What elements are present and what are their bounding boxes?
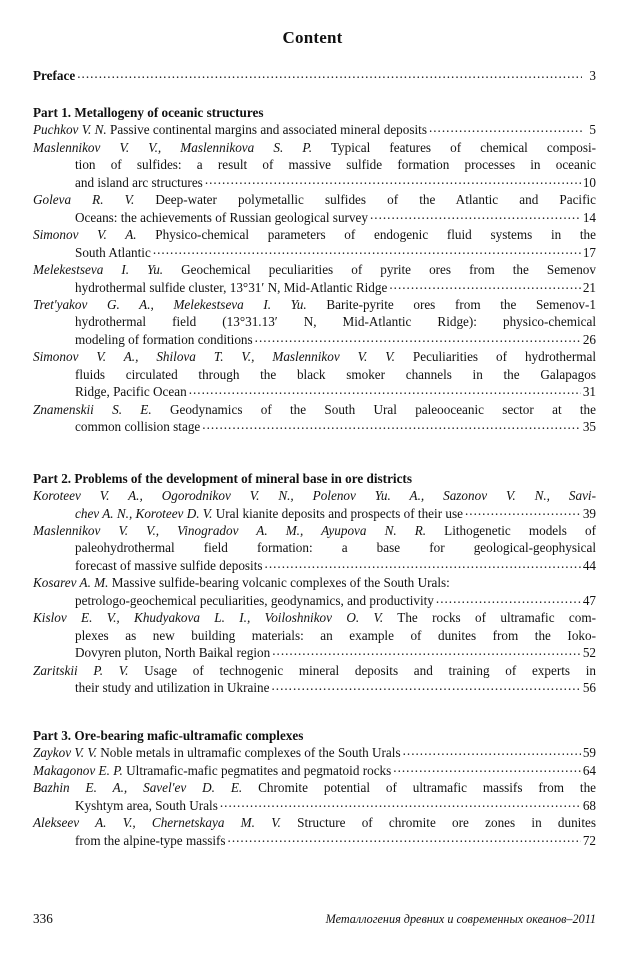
toc-entry[interactable] xyxy=(33,662,596,697)
toc-entry[interactable] xyxy=(33,348,596,400)
page-footer xyxy=(33,911,596,927)
entry-title-line: Kyshtym area, South Urals xyxy=(75,797,218,813)
entry-title-line: Ridge, Pacific Ocean xyxy=(75,384,187,400)
entry-title: Ural kianite deposits and prospects of their use xyxy=(215,505,463,521)
dot-leader xyxy=(370,208,581,221)
entry-authors: Goleva R. V. xyxy=(33,192,135,207)
toc-entry[interactable] xyxy=(33,226,596,261)
entry-title: Geochemical peculiarities of pyrite ores from the Semenov xyxy=(181,262,596,277)
entry-title: Structure of chromite ore zones in dunites xyxy=(297,815,596,831)
part-1 xyxy=(33,104,596,436)
entry-authors-cont: chev A. N., Koroteev D. V. xyxy=(75,505,213,521)
toc-entry[interactable] xyxy=(33,779,596,814)
page-number: 68 xyxy=(582,797,596,813)
dot-leader xyxy=(436,592,581,605)
dot-leader xyxy=(389,278,580,291)
entry-authors: Simonov V. A., Shilova T. V., Maslennikov V. V. xyxy=(33,349,395,365)
dot-leader xyxy=(255,331,581,344)
footer-page-number: 336 xyxy=(33,911,53,926)
entry-title: Barite-pyrite ores from the Semenov-1 xyxy=(326,297,597,312)
toc-entry-preface[interactable] xyxy=(33,67,596,84)
dot-leader xyxy=(202,418,581,431)
entry-authors: Zaritskii P. V. xyxy=(33,662,129,678)
entry-authors: Simonov V. A. xyxy=(33,227,137,242)
dot-leader xyxy=(153,243,581,256)
entry-authors: Bazhin E. A., Savel'ev D. E. xyxy=(33,780,243,796)
entry-title-line: common collision stage xyxy=(75,419,201,435)
entry-authors: Tret'yakov G. A., Melekestseva I. Yu. xyxy=(33,297,307,312)
entry-authors: Koroteev V. A., Ogorodnikov V. N., Polenov Yu. A., Sazonov V. N., Savi- xyxy=(33,488,596,503)
toc-entry[interactable] xyxy=(33,121,596,139)
toc-entry[interactable] xyxy=(33,762,596,780)
toc-entry[interactable] xyxy=(33,139,596,191)
page-number: 47 xyxy=(582,593,596,608)
page-number: 44 xyxy=(582,558,596,573)
entry-authors: Makagonov E. P. xyxy=(33,762,123,778)
dot-leader xyxy=(220,797,581,810)
entry-title-line: fluids circulated through the black smoker channels in the Galapagos xyxy=(75,366,596,382)
toc-entry[interactable] xyxy=(33,522,596,574)
part-title: Part 1. Metallogeny of oceanic structures xyxy=(33,105,264,120)
page-number: 52 xyxy=(582,645,596,661)
entry-title: Noble metals in ultramafic complexes of the South Urals xyxy=(100,745,401,761)
entry-title-line: hydrothermal sulfide cluster, 13°31′ N, Mid-Atlantic Ridge xyxy=(75,279,388,295)
entry-title-line: and island arc structures xyxy=(75,174,203,190)
entry-title-line: petrologo-geochemical peculiarities, geodynamics, and productivity xyxy=(75,593,434,608)
dot-leader xyxy=(429,121,582,134)
page-number: 5 xyxy=(589,122,596,138)
entry-title: Peculiarities of hydrothermal xyxy=(412,349,596,365)
page-number: 35 xyxy=(582,419,596,435)
toc-entry[interactable] xyxy=(33,487,596,522)
part-3 xyxy=(33,727,596,849)
dot-leader xyxy=(265,557,581,570)
dot-leader xyxy=(393,762,581,775)
part-title: Part 3. Ore-bearing mafic-ultramafic complexes xyxy=(33,728,304,743)
page-number: 10 xyxy=(582,174,596,190)
toc-entry[interactable] xyxy=(33,814,596,849)
entry-title: Ultramafic-mafic pegmatites and pegmatoid rocks xyxy=(126,762,392,778)
entry-title-line: hydrothermal field (13°31.13′ N, Mid-Atlantic Ridge): physico-chemical xyxy=(75,314,596,330)
page-number: 59 xyxy=(582,745,596,761)
dot-leader xyxy=(272,644,581,657)
page-number: 31 xyxy=(582,384,596,400)
page-number: 21 xyxy=(582,279,596,295)
entry-title-line: tion of sulfides: a result of massive sulfide formation processes in oceanic xyxy=(75,157,596,172)
page-number: 3 xyxy=(589,68,596,84)
toc-entry[interactable] xyxy=(33,401,596,436)
dot-leader xyxy=(465,504,581,517)
entry-authors: Zaykov V. V. xyxy=(33,745,97,761)
entry-title-line: from the alpine-type massifs xyxy=(75,832,226,848)
entry-title-line: their study and utilization in Ukraine xyxy=(75,680,270,696)
entry-authors: Znamenskii S. E. xyxy=(33,401,152,417)
entry-authors: Alekseev A. V., Chernetskaya M. V. xyxy=(33,815,281,831)
page-number: 39 xyxy=(582,505,596,521)
entry-authors: Maslennikov V. V., Vinogradov A. M., Ayupova N. R. xyxy=(33,523,427,538)
page-number: 26 xyxy=(582,332,596,347)
entry-title: Usage of technogenic mineral deposits and training of experts in xyxy=(144,662,596,678)
page-number: 14 xyxy=(582,209,596,225)
dot-leader xyxy=(228,832,581,845)
toc-entry[interactable] xyxy=(33,191,596,226)
page-number: 72 xyxy=(582,832,596,848)
page-number: 17 xyxy=(582,244,596,260)
entry-title: Typical features of chemical composi- xyxy=(330,139,597,155)
entry-authors: Puchkov V. N. xyxy=(33,122,107,138)
entry-title-line: Oceans: the achievements of Russian geological survey xyxy=(75,209,368,225)
dot-leader xyxy=(403,744,581,757)
part-2 xyxy=(33,470,596,697)
entry-title: Massive sulfide-bearing volcanic complexes of the South Urals: xyxy=(111,575,450,591)
dot-leader xyxy=(189,383,581,396)
entry-title: Deep-water polymetallic sulfides of the Atlantic and Pacific xyxy=(155,192,597,207)
toc-entry[interactable] xyxy=(33,609,596,661)
entry-authors: Kosarev A. M. xyxy=(33,575,109,591)
toc-entry[interactable] xyxy=(33,296,596,348)
entry-title-line: paleohydrothermal field formation: a base for geological-geophysical xyxy=(75,540,596,556)
toc-entry[interactable] xyxy=(33,574,596,609)
entry-title: Chromite potential of ultramafic massifs from the xyxy=(258,780,597,796)
page-number: 56 xyxy=(582,680,596,696)
entry-title: Passive continental margins and associated mineral deposits xyxy=(110,122,427,138)
entry-title: Geodynamics of the South Ural paleooceanic sector at the xyxy=(169,401,597,417)
dot-leader xyxy=(205,173,581,186)
toc-entry[interactable] xyxy=(33,744,596,762)
page-title: Content xyxy=(282,28,343,47)
entry-authors: Kislov E. V., Khudyakova L. I., Voiloshnikov O. V. xyxy=(33,610,384,626)
preface-title: Preface xyxy=(33,68,76,84)
dot-leader xyxy=(77,67,582,80)
entry-title-line: forecast of massive sulfide deposits xyxy=(75,558,263,573)
entry-title-line: modeling of formation conditions xyxy=(75,332,253,347)
dot-leader xyxy=(271,679,580,692)
part-title: Part 2. Problems of the development of mineral base in ore districts xyxy=(33,471,412,486)
entry-authors: Melekestseva I. Yu. xyxy=(33,262,164,277)
entry-title-line: South Atlantic xyxy=(75,244,151,260)
entry-title: The rocks of ultramafic com- xyxy=(397,610,596,626)
page-number: 64 xyxy=(582,762,596,778)
entry-title: Lithogenetic models of xyxy=(444,523,596,538)
entry-title-line: plexes as new building materials: an example of dunites from the Ioko- xyxy=(75,627,596,643)
footer-journal-title: Металлогения древних и современных океанов–2011 xyxy=(325,912,596,926)
entry-authors: Maslennikov V. V., Maslennikova S. P. xyxy=(33,139,312,155)
entry-title: Physico-chemical parameters of endogenic fluid systems in the xyxy=(155,227,597,242)
toc-entry[interactable] xyxy=(33,261,596,296)
entry-title-line: Dovyren pluton, North Baikal region xyxy=(75,645,271,661)
